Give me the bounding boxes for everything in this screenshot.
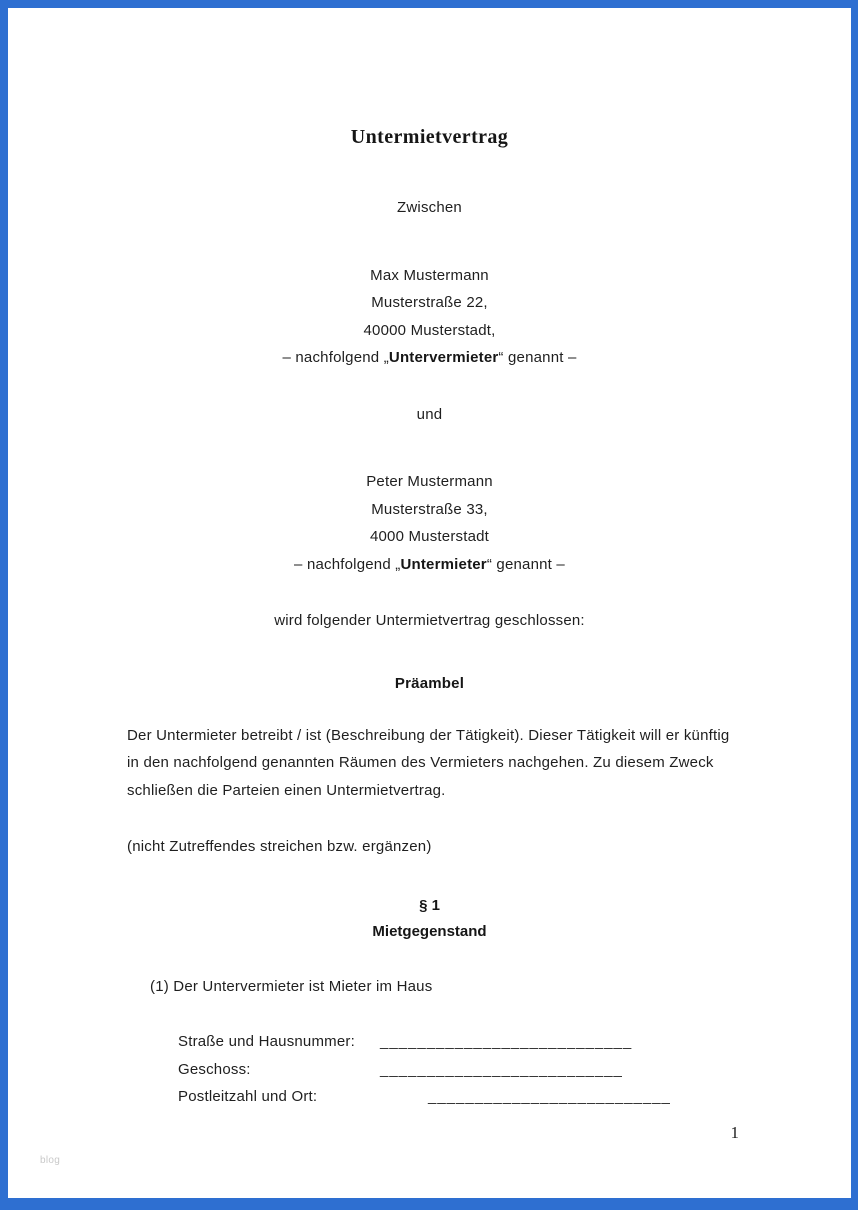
party2-block [127,468,732,578]
party1-role-suffix: “ genannt – [498,349,577,366]
party1-block [127,262,732,372]
praeambel-heading: Präambel [394,674,465,692]
party1-role-line [127,344,732,372]
section1-item1: (1) Der Untervermieter ist Mieter im Haus [150,977,433,995]
field-blank-floor: __________________________ [380,1060,623,1078]
section1-number: § 1 [419,896,440,914]
field-label-zip-city: Postleitzahl und Ort: [178,1088,318,1105]
party1-city: 40000 Musterstadt, [363,321,496,339]
party2-name: Peter Mustermann [366,473,493,490]
field-row-street [178,1028,732,1056]
praeambel-note: (nicht Zutreffendes streichen bzw. ergänzen) [127,838,432,855]
section1-heading: Mietgegenstand [372,922,487,940]
party1-role-prefix: – nachfolgend „ [282,349,389,366]
intro-zwischen: Zwischen [397,199,462,216]
party1-role: Untervermieter [388,349,499,366]
intro-closing: wird folgender Untermietvertrag geschlossen: [274,612,585,629]
field-row-zip-city [178,1083,732,1111]
document-title: Untermietvertrag [350,126,509,148]
praeambel-body: Der Untermieter betreibt / ist (Beschreibung der Tätigkeit). Dieser Tätigkeit will er künftig in den nachfolgend genannten Räumen des Vermieters nachgehen. Zu diesem Zweck schließen die Parteien einen Untermietvertrag. [127,726,730,799]
field-label-street: Straße und Hausnummer: [178,1033,355,1050]
field-blank-zip-city: __________________________ [428,1088,671,1105]
page-content [8,126,851,1111]
field-row-floor [178,1056,732,1084]
party1-street: Musterstraße 22, [371,294,488,311]
party2-role-suffix: “ genannt – [486,555,565,573]
party2-role-line [127,551,732,579]
party2-role-prefix: – nachfolgend „ [294,555,401,573]
watermark-text: blog [40,1155,61,1166]
field-label-floor: Geschoss: [178,1060,251,1078]
section1-fields [127,1028,732,1111]
party2-role: Untermieter [400,555,487,573]
page-number: 1 [730,1123,739,1142]
intro-und: und [416,405,443,423]
party1-name: Max Mustermann [370,266,489,284]
field-blank-street: ___________________________ [380,1033,633,1050]
party2-street: Musterstraße 33, [371,500,488,518]
party2-city: 4000 Musterstadt [369,528,490,545]
